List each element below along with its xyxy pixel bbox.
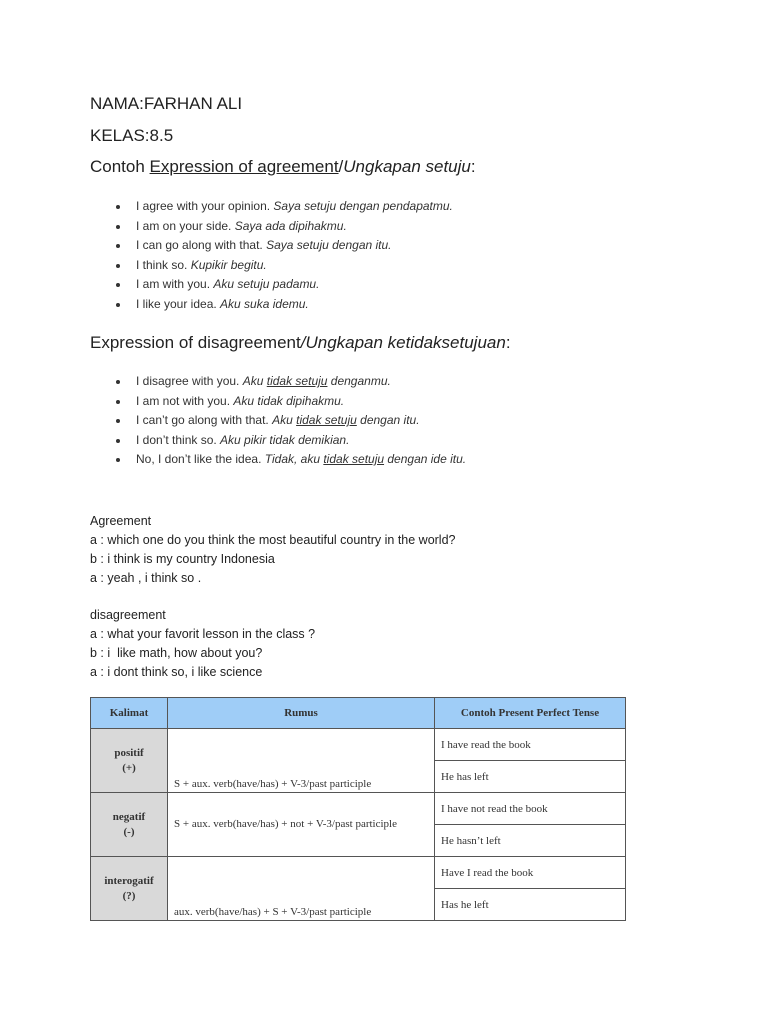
table-row xyxy=(91,793,626,825)
list-item xyxy=(90,372,466,392)
agreement-list xyxy=(90,197,453,314)
dialog-heading: Agreement xyxy=(90,514,152,528)
item-en: I disagree with you. xyxy=(136,374,243,388)
example-cell: Has he left xyxy=(435,889,626,921)
item-en: I think so. xyxy=(136,257,191,272)
dialog-line: b : i like math, how about you? xyxy=(90,646,263,660)
list-item xyxy=(90,431,466,451)
agreement-heading-prefix: Contoh xyxy=(90,157,150,176)
present-perfect-table xyxy=(90,697,626,921)
list-item xyxy=(90,217,453,237)
item-id: Aku setuju padamu. xyxy=(213,277,320,291)
item-en: I am on your side. xyxy=(136,218,235,233)
example-cell: I have read the book xyxy=(435,729,626,761)
item-id: Saya ada dipihakmu. xyxy=(234,218,347,233)
item-en: I am with you. xyxy=(136,277,214,291)
student-name: NAMA:FARHAN ALI xyxy=(90,94,243,113)
item-id-post: dengan ide itu. xyxy=(384,452,467,466)
item-id-underlined: tidak setuju xyxy=(296,413,357,427)
header-kalimat: Kalimat xyxy=(91,698,168,729)
item-id: Saya setuju dengan itu. xyxy=(266,238,392,252)
table-row xyxy=(91,857,626,889)
item-en: I can go along with that. xyxy=(136,238,267,252)
item-id: Saya setuju dengan pendapatmu. xyxy=(273,199,453,213)
item-id-pre: Aku pikir tidak demikian. xyxy=(220,432,350,447)
item-en: I am not with you. xyxy=(136,393,234,408)
example-cell: I have not read the book xyxy=(435,793,626,825)
list-item xyxy=(90,450,466,470)
example-cell: Have I read the book xyxy=(435,857,626,889)
item-en: I don’t think so. xyxy=(136,432,221,447)
row-label-negatif xyxy=(91,793,168,857)
label-text: interogatif xyxy=(104,874,154,887)
list-item xyxy=(90,197,453,217)
disagreement-heading-id: /Ungkapan ketidaksetujuan xyxy=(300,333,506,352)
label-text: negatif xyxy=(112,810,146,823)
agreement-heading-colon: : xyxy=(470,157,476,176)
label-sign: (?) xyxy=(122,889,136,902)
dialog-line: a : i dont think so, i like science xyxy=(90,665,263,679)
item-id-post: denganmu. xyxy=(327,374,391,388)
dialog-line: b : i think is my country Indonesia xyxy=(90,552,275,566)
item-en: I can’t go along with that. xyxy=(136,413,273,427)
disagreement-list xyxy=(90,372,466,470)
list-item xyxy=(90,275,453,295)
agreement-heading-en: Expression of agreement xyxy=(149,157,339,176)
header-contoh: Contoh Present Perfect Tense xyxy=(435,698,626,729)
label-text: positif xyxy=(114,746,144,759)
disagreement-heading xyxy=(90,333,511,353)
item-id-post: dengan itu. xyxy=(356,413,420,427)
label-sign: (-) xyxy=(123,825,135,838)
agreement-heading-id: Ungkapan setuju xyxy=(343,157,471,176)
row-label-interogatif xyxy=(91,857,168,921)
disagreement-dialog xyxy=(90,606,315,682)
header-rumus: Rumus xyxy=(168,698,435,729)
item-id-underlined: tidak setuju xyxy=(266,374,328,388)
agreement-heading-slash: / xyxy=(338,157,344,176)
dialog-line: a : which one do you think the most beautiful country in the world? xyxy=(90,533,456,547)
item-en: No, I don’t like the idea. xyxy=(136,452,265,466)
rumus-cell: aux. verb(have/has) + S + V-3/past participle xyxy=(168,857,435,921)
agreement-heading xyxy=(90,157,476,177)
item-id-underlined: tidak setuju xyxy=(323,452,385,466)
disagreement-heading-colon: : xyxy=(505,333,511,352)
item-id: Aku suka idemu. xyxy=(220,296,309,311)
dialog-line: a : yeah , i think so . xyxy=(90,571,202,585)
dialog-line: a : what your favorit lesson in the class ? xyxy=(90,627,316,641)
dialog-heading: disagreement xyxy=(90,608,166,622)
list-item xyxy=(90,236,453,256)
example-cell: He has left xyxy=(435,761,626,793)
item-id-pre: Aku xyxy=(242,374,267,388)
item-id-pre: Aku tidak dipihakmu. xyxy=(233,393,345,408)
label-sign: (+) xyxy=(122,761,136,774)
item-en: I agree with your opinion. xyxy=(136,199,274,213)
row-label-positif xyxy=(91,729,168,793)
list-item xyxy=(90,295,453,315)
item-id-pre: Tidak, aku xyxy=(264,452,324,466)
item-en: I like your idea. xyxy=(136,296,221,311)
agreement-dialog xyxy=(90,512,456,588)
example-cell: He hasn’t left xyxy=(435,825,626,857)
item-id: Kupikir begitu. xyxy=(190,257,267,272)
item-id-pre: Aku xyxy=(272,413,297,427)
list-item xyxy=(90,411,466,431)
rumus-cell: S + aux. verb(have/has) + not + V-3/past participle xyxy=(168,793,435,857)
rumus-cell: S + aux. verb(have/has) + V-3/past participle xyxy=(168,729,435,793)
disagreement-heading-en: Expression of disagreement xyxy=(90,333,301,352)
table-row xyxy=(91,729,626,761)
list-item xyxy=(90,256,453,276)
list-item xyxy=(90,392,466,412)
student-class: KELAS:8.5 xyxy=(90,126,174,145)
table-header-row xyxy=(91,698,626,729)
